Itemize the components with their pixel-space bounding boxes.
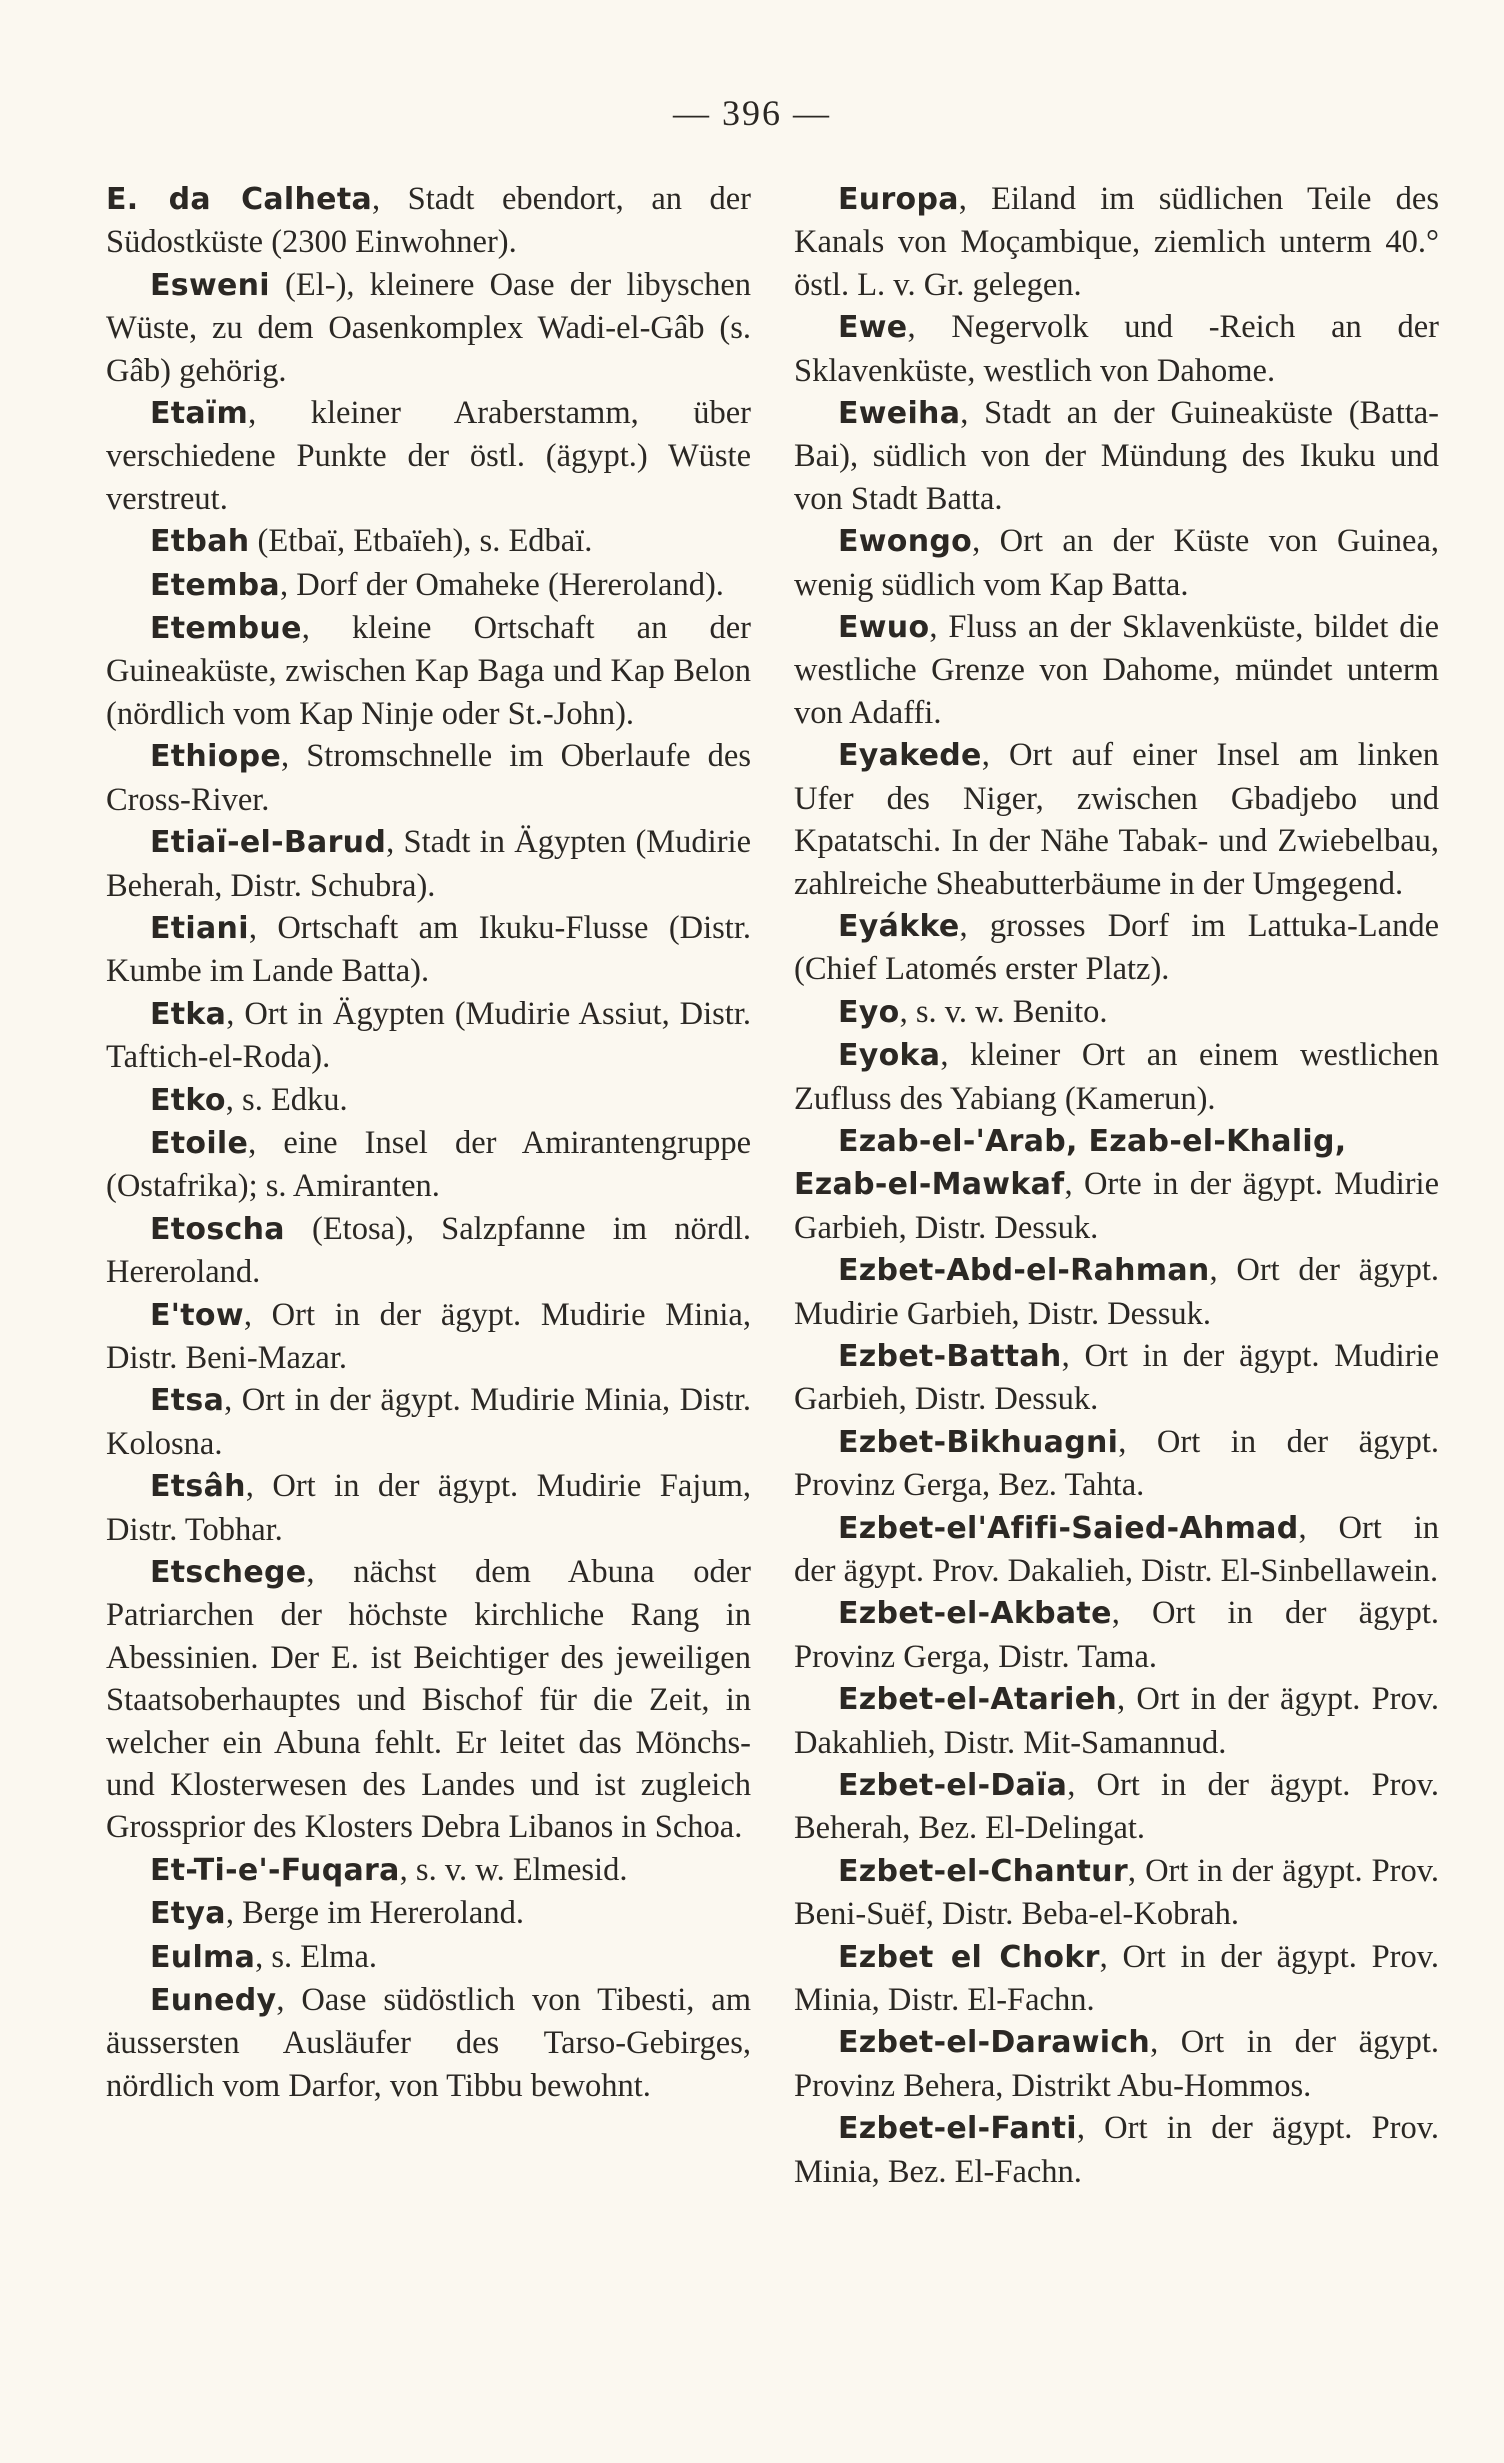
dictionary-entry [794, 734, 1439, 905]
entry-text: , Ort auf einer Insel am linken Ufer des Niger, zwischen Gbadjebo und Kpatatschi. In der Nähe Tabak- und Zwiebelbau, zahlreiche Sheabutterbäume in der Umgegend. [794, 737, 1439, 902]
dictionary-entry [106, 1122, 751, 1208]
entry-headword: Eyákke [838, 908, 960, 944]
right-column [794, 178, 1439, 2193]
entry-text: (El-), kleinere Oase der libyschen Wüste, zu dem Oasenkomplex Wadi-el-Gâb (s. Gâb) gehörig. [106, 266, 751, 389]
dictionary-entry [106, 1294, 751, 1380]
entry-headword: Ezbet-el-Atarieh [838, 1682, 1118, 1718]
dictionary-entry [106, 607, 751, 735]
entry-headword: Eunedy [150, 1983, 277, 2019]
entry-text: , Ort in der ägypt. Prov. Dakahlieh, Distr. Mit-Samannud. [794, 1681, 1439, 1761]
dictionary-entry [794, 2021, 1439, 2107]
entry-text: , s. v. w. Benito. [899, 993, 1108, 1030]
dictionary-entry [106, 1892, 751, 1935]
entry-text: , Stadt ebendort, an der Südostküste (2300 Einwohner). [106, 181, 752, 261]
entry-headword: Etschege [150, 1555, 307, 1590]
dictionary-entry [106, 907, 751, 993]
left-column [106, 178, 751, 2107]
entry-headword: Etsa [150, 1383, 225, 1419]
entry-headword: Ezbet-el-Fanti [838, 2111, 1077, 2147]
entry-headword: Ezbet-el'Afifi-Saied-Ahmad [838, 1510, 1299, 1546]
entry-headword: Ewe [838, 310, 908, 346]
entry-text: , Oase südöstlich von Tibesti, am äussersten Ausläufer des Tarso-Gebirges, nördlich vom Darfor, von Tibbu bewohnt. [106, 1982, 751, 2104]
dictionary-entry [794, 991, 1439, 1034]
entry-headword: Eulma [150, 1939, 256, 1975]
entry-text: , Ort in der ägypt. Mudirie Fajum, Distr. Tobhar. [106, 1468, 751, 1548]
entry-headword: Ewuo [838, 610, 930, 646]
entry-text: , s. Elma. [255, 1938, 377, 1975]
dictionary-entry [106, 993, 751, 1079]
dictionary-entry [794, 1507, 1439, 1593]
dictionary-entry [106, 1551, 751, 1849]
entry-headword: Etoile [150, 1125, 249, 1161]
entry-headword: Ezbet-Battah [838, 1338, 1062, 1374]
entry-text: , Orte in der ägypt. Mudirie Garbieh, Distr. Dessuk. [794, 1166, 1439, 1246]
entry-text: , Eiland im südlichen Teile des Kanals von Moçambique, ziemlich unterm 40.° östl. L. v. Gr. gelegen. [794, 181, 1439, 303]
entry-headword: E'tow [150, 1297, 244, 1333]
dictionary-entry [794, 1678, 1439, 1764]
dictionary-entry [794, 1120, 1439, 1163]
dictionary-entry [106, 1379, 751, 1465]
entry-headword: Etka [150, 996, 227, 1032]
dictionary-entry [794, 1421, 1439, 1507]
entry-text: , Fluss an der Sklavenküste, bildet die westliche Grenze von Dahome, mündet unterm von Adaffi. [794, 609, 1439, 731]
dictionary-entry [794, 1764, 1439, 1850]
entry-headword: Ezab-el-'Arab, Ezab-el-Khalig, [838, 1123, 1347, 1159]
entry-text: , eine Insel der Amirantengruppe (Ostafrika); s. Amiranten. [106, 1124, 751, 1205]
dictionary-entry [794, 1592, 1439, 1678]
dictionary-entry [106, 821, 751, 907]
entry-text: , grosses Dorf im Lattuka-Lande (Chief Latomés erster Platz). [794, 907, 1439, 988]
entry-text: , Ort in der ägypt. Prov. Minia, Bez. El-Fachn. [794, 2110, 1439, 2190]
entry-text: , Ort in der ägypt. Mudirie Garbieh, Distr. Dessuk. [794, 1337, 1439, 1418]
entry-text: , Ort in der ägypt. Provinz Gerga, Bez. Tahta. [794, 1423, 1439, 1504]
entry-text: , Ort der ägypt. Mudirie Garbieh, Distr. Dessuk. [794, 1252, 1439, 1332]
dictionary-entry [106, 1079, 751, 1122]
entry-text: , Ort in der ägypt. Prov. Beni-Suëf, Distr. Beba-el-Kobrah. [794, 1852, 1439, 1933]
entry-headword: Ezbet-el-Chantur [838, 1853, 1128, 1889]
entry-headword: Etoscha [150, 1211, 285, 1247]
dictionary-entry [794, 1163, 1439, 1249]
entry-text: , Negervolk und -Reich an der Sklavenküste, westlich von Dahome. [794, 309, 1439, 389]
entry-text: (Etosa), Salzpfanne im nördl. Hereroland. [106, 1210, 751, 1291]
dictionary-entry [794, 2107, 1439, 2193]
dictionary-entry [106, 392, 751, 520]
entry-headword: Ethiope [150, 739, 282, 775]
entry-text: , s. v. w. Elmesid. [399, 1851, 628, 1888]
entry-text: , Berge im Hereroland. [225, 1895, 524, 1932]
dictionary-entry [106, 264, 751, 392]
entry-headword: Ezbet-Bikhuagni [838, 1424, 1119, 1460]
entry-text: , Ort in der ägypt. Provinz Gerga, Distr. Tama. [794, 1595, 1439, 1675]
entry-headword: Et-Ti-e'-Fuqara [150, 1852, 400, 1888]
entry-text: , Ort in der ägypt. Prov. Dakalieh, Distr. El-Sinbellawein. [794, 1509, 1439, 1589]
entry-text: , Ort in der ägypt. Mudirie Minia, Distr. Kolosna. [106, 1382, 751, 1462]
entry-headword: Etembue [150, 611, 302, 647]
entry-headword: E. da Calheta [106, 182, 373, 217]
entry-headword: Etsâh [150, 1469, 246, 1505]
dictionary-entry [106, 564, 751, 607]
entry-headword: Eweiha [838, 396, 961, 432]
entry-headword: Ezbet-el-Akbate [838, 1596, 1112, 1632]
entry-text: , s. Edku. [225, 1081, 348, 1118]
entry-headword: Etaïm [150, 396, 249, 432]
entry-headword: Eyo [838, 994, 900, 1030]
dictionary-entry [106, 735, 751, 821]
entry-headword: Ezab-el-Mawkaf [794, 1167, 1065, 1203]
dictionary-entry [794, 606, 1439, 734]
entry-headword: Etemba [150, 567, 280, 603]
dictionary-entry [106, 1936, 751, 1979]
dictionary-entry [794, 1850, 1439, 1936]
entry-text: , Dorf der Omaheke (Hereroland). [279, 566, 724, 603]
dictionary-entry [794, 1936, 1439, 2022]
entry-headword: Ezbet-el-Daïa [838, 1768, 1068, 1804]
entry-headword: Ezbet el Chokr [838, 1939, 1100, 1975]
entry-headword: Ezbet-Abd-el-Rahman [838, 1253, 1210, 1289]
entry-text: , kleiner Ort an einem westlichen Zufluss des Yabiang (Kamerun). [794, 1037, 1439, 1117]
dictionary-entry [106, 1208, 751, 1294]
entry-text: (Etbaï, Etbaïeh), s. Edbaï. [249, 523, 593, 560]
dictionary-entry [794, 1335, 1439, 1421]
dictionary-entry [106, 1465, 751, 1551]
entry-text: , Ort in der ägypt. Prov. Minia, Distr. El-Fachn. [794, 1938, 1439, 2019]
dictionary-entry [106, 520, 751, 563]
entry-text: , Ort an der Küste von Guinea, wenig südlich vom Kap Batta. [794, 523, 1439, 603]
entry-headword: Etiaï-el-Barud [150, 825, 387, 861]
dictionary-entry [794, 1249, 1439, 1335]
entry-text: , Ort in der ägypt. Prov. Beherah, Bez. El-Delingat. [794, 1767, 1439, 1847]
dictionary-entry [794, 178, 1439, 306]
entry-headword: Esweni [150, 267, 270, 303]
entry-text: , Ortschaft am Ikuku-Flusse (Distr. Kumbe im Lande Batta). [106, 909, 751, 990]
entry-text: , Ort in Ägypten (Mudirie Assiut, Distr. Taftich-el-Roda). [106, 995, 751, 1076]
dictionary-entry [106, 1849, 751, 1892]
entry-headword: Eyakede [838, 738, 982, 774]
entry-headword: Ewongo [838, 524, 973, 560]
entry-headword: Etko [150, 1082, 226, 1118]
entry-headword: Eyoka [838, 1038, 941, 1074]
dictionary-entry [794, 392, 1439, 520]
entry-text: , nächst dem Abuna oder Patriarchen der höchste kirchliche Rang in Abessinien. Der E. ist Beichtiger des jeweiligen Staatsoberhauptes und Bischof für die Zeit, in welcher ein Abuna fehlt. Er leitet das Mönchs- und Klosterwesen des Landes und ist zugleich Grossprior des Klosters Debra Libanos in Schoa. [106, 1554, 751, 1846]
dictionary-entry [794, 520, 1439, 606]
entry-text: , Stadt an der Guineaküste (Batta-Bai), südlich von der Mündung des Ikuku und von Stadt Batta. [794, 395, 1439, 517]
dictionary-entry [106, 178, 751, 264]
entry-text: , Ort in der ägypt. Provinz Behera, Distrikt Abu-Hommos. [794, 2024, 1439, 2104]
entry-text: , kleiner Araberstamm, über verschiedene Punkte der östl. (ägypt.) Wüste verstreut. [106, 395, 751, 517]
page-number: — 396 — [673, 93, 831, 133]
entry-text: , kleine Ortschaft an der Guineaküste, zwischen Kap Baga und Kap Belon (nördlich vom Kap Ninje oder St.-John). [106, 610, 751, 732]
entry-headword: Etya [150, 1896, 226, 1932]
entry-text: , Ort in der ägypt. Mudirie Minia, Distr. Beni-Mazar. [106, 1296, 751, 1376]
dictionary-entry [794, 1034, 1439, 1120]
entry-text: , Stadt in Ägypten (Mudirie Beherah, Distr. Schubra). [106, 824, 751, 904]
entry-headword: Etbah [150, 524, 250, 560]
dictionary-entry [794, 905, 1439, 991]
dictionary-entry [106, 1979, 751, 2107]
entry-headword: Ezbet-el-Darawich [838, 2025, 1151, 2061]
entry-headword: Etiani [150, 910, 249, 946]
entry-text: , Stromschnelle im Oberlaufe des Cross-River. [106, 738, 751, 818]
entry-headword: Europa [838, 182, 959, 217]
dictionary-entry [794, 306, 1439, 392]
